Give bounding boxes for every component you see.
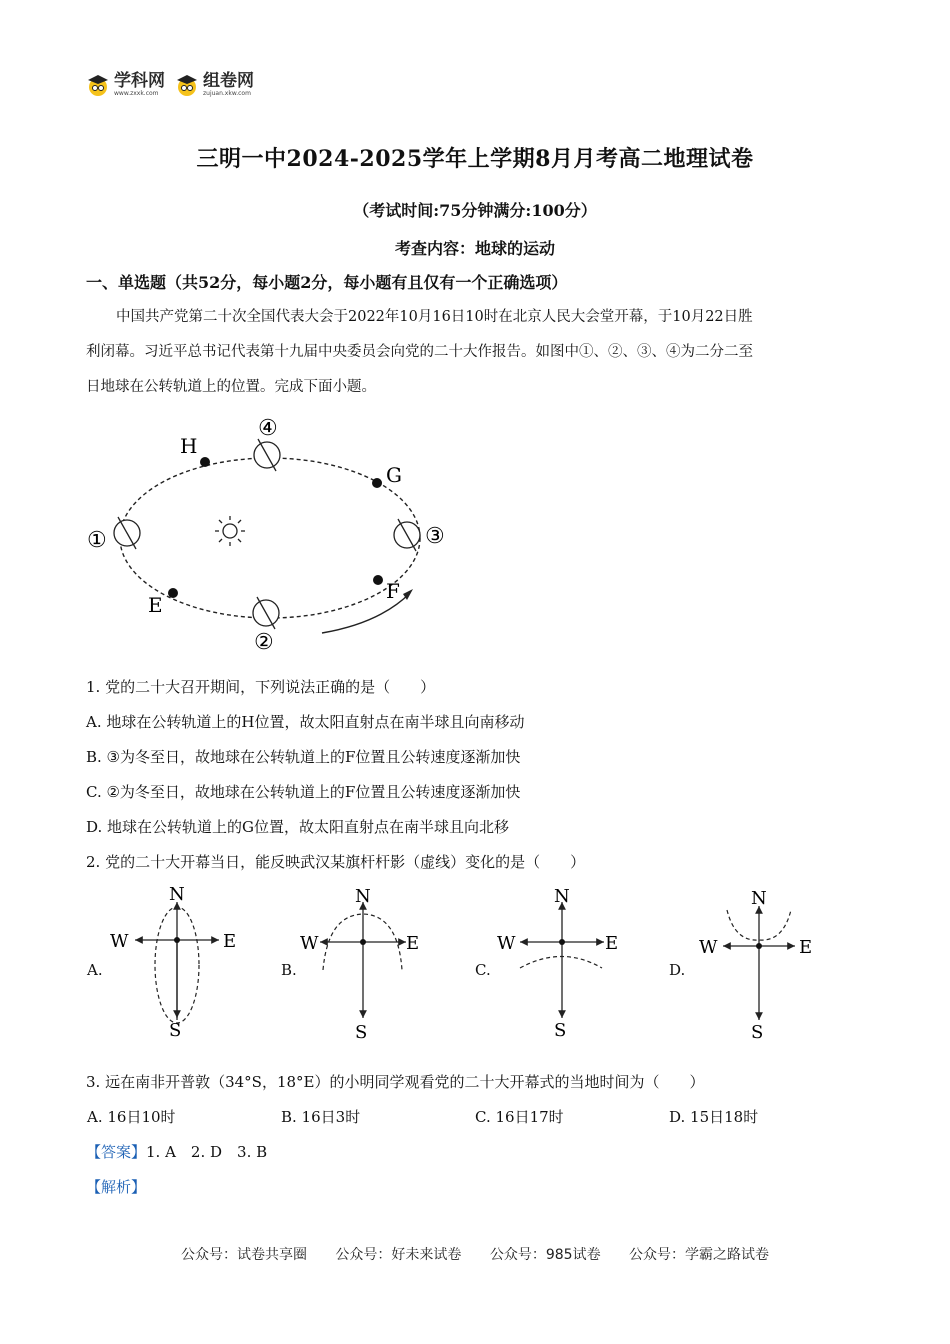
passage-line: 日地球在公转轨道上的位置。完成下面小题。 — [86, 379, 376, 395]
analysis-line — [86, 1176, 146, 1197]
earth-position-1 — [114, 517, 140, 549]
svg-text:W: W — [497, 933, 516, 954]
point-f — [373, 575, 383, 585]
q2-option-c-label[interactable]: C. — [475, 961, 491, 979]
svg-text:N: N — [554, 886, 570, 907]
label-e: E — [148, 593, 163, 617]
logo-url-zujuanwang: zujuan.xkw.com — [203, 90, 251, 97]
svg-text:E: E — [605, 933, 619, 954]
footer-item: 公众号：学霸之路试卷 — [629, 1247, 770, 1263]
point-h — [200, 457, 210, 467]
section-heading: 一、单选题（共52分，每小题2分，每小题有且仅有一个正确选项） — [86, 273, 568, 292]
orbit-diagram — [80, 408, 460, 658]
logo-url-xuekewang: www.zxxk.com — [114, 90, 159, 97]
svg-text:S: S — [169, 1020, 182, 1040]
q3-option-b[interactable]: B. 16日3时 — [281, 1108, 361, 1126]
q2-compass-b[interactable] — [298, 880, 438, 1040]
q2-option-a-label[interactable]: A. — [87, 961, 103, 979]
answer-text: 1. A 2. D 3. B — [146, 1143, 268, 1161]
q2-compass-a[interactable] — [105, 880, 245, 1040]
content-scope: 考查内容：地球的运动 — [394, 239, 555, 258]
earth-position-4 — [254, 439, 280, 471]
svg-text:N: N — [169, 884, 185, 905]
q2-compass-d[interactable] — [695, 880, 835, 1040]
footer-item: 公众号：985试卷 — [489, 1247, 601, 1263]
label-h: H — [180, 434, 198, 458]
label-4: ④ — [258, 416, 278, 441]
point-e — [168, 588, 178, 598]
q1-stem: 1. 党的二十大召开期间，下列说法正确的是（ ） — [86, 678, 436, 696]
q3-option-c[interactable]: C. 16日17时 — [475, 1108, 564, 1126]
logo-brand-zujuanwang: 组卷网 — [203, 71, 254, 91]
svg-text:S: S — [355, 1022, 368, 1040]
point-g — [372, 478, 382, 488]
q1-option-d[interactable]: D. 地球在公转轨道上的G位置，故太阳直射点在南半球且向北移 — [86, 818, 510, 836]
passage-line: 中国共产党第二十次全国代表大会于2022年10月16日10时在北京人民大会堂开幕，于10月22日胜 — [116, 309, 753, 325]
label-2: ② — [254, 630, 274, 655]
passage — [86, 300, 876, 405]
logo-brand-xuekewang: 学科网 — [114, 71, 165, 91]
q3-option-d[interactable]: D. 15日18时 — [669, 1108, 759, 1126]
svg-text:E: E — [406, 933, 420, 954]
svg-text:N: N — [751, 888, 767, 909]
footer — [0, 1244, 950, 1264]
q1-option-c[interactable]: C. ②为冬至日，故地球在公转轨道上的F位置且公转速度逐渐加快 — [86, 783, 521, 801]
q1-option-a[interactable]: A. 地球在公转轨道上的H位置，故太阳直射点在南半球且向南移动 — [86, 713, 525, 731]
earth-position-3 — [394, 519, 420, 551]
svg-text:W: W — [300, 933, 319, 954]
footer-item: 公众号：好未来试卷 — [335, 1247, 462, 1263]
q2-stem: 2. 党的二十大开幕当日，能反映武汉某旗杆杆影（虚线）变化的是（ ） — [86, 853, 586, 871]
footer-item: 公众号：试卷共享圈 — [180, 1247, 307, 1263]
mascot-icon — [86, 73, 110, 97]
svg-text:E: E — [799, 937, 813, 958]
passage-line: 利闭幕。习近平总书记代表第十九届中央委员会向党的二十大作报告。如图中①、②、③、④为二分二至 — [86, 344, 753, 360]
q3-stem: 3. 远在南非开普敦（34°S，18°E）的小明同学观看党的二十大开幕式的当地时间为（ ） — [86, 1073, 705, 1091]
sun-icon — [215, 516, 245, 546]
q1-option-b[interactable]: B. ③为冬至日，故地球在公转轨道上的F位置且公转速度逐渐加快 — [86, 748, 521, 766]
svg-text:E: E — [223, 931, 237, 952]
q2-option-b-label[interactable]: B. — [281, 961, 297, 979]
header-logo — [86, 72, 260, 97]
shadow-path — [520, 957, 602, 969]
svg-text:W: W — [110, 931, 129, 952]
answer-label: 【答案】 — [86, 1143, 147, 1161]
label-1: ① — [87, 528, 107, 553]
page-title: 三明一中2024-2025学年上学期8月月考高二地理试卷 — [196, 146, 754, 172]
label-g: G — [386, 463, 402, 487]
q2-option-d-label[interactable]: D. — [669, 961, 686, 979]
q3-option-a[interactable]: A. 16日10时 — [87, 1108, 176, 1126]
label-3: ③ — [425, 524, 445, 549]
svg-text:N: N — [355, 886, 371, 907]
q2-compass-c[interactable] — [495, 880, 635, 1040]
svg-text:S: S — [751, 1022, 764, 1040]
exam-info: （考试时间:75分钟满分:100分） — [353, 201, 597, 220]
svg-text:S: S — [554, 1020, 567, 1040]
svg-text:W: W — [699, 937, 718, 958]
mascot-icon — [175, 73, 199, 97]
analysis-label: 【解析】 — [86, 1178, 147, 1196]
answer-line — [86, 1141, 267, 1162]
label-f: F — [386, 579, 400, 603]
earth-position-2 — [253, 597, 279, 629]
